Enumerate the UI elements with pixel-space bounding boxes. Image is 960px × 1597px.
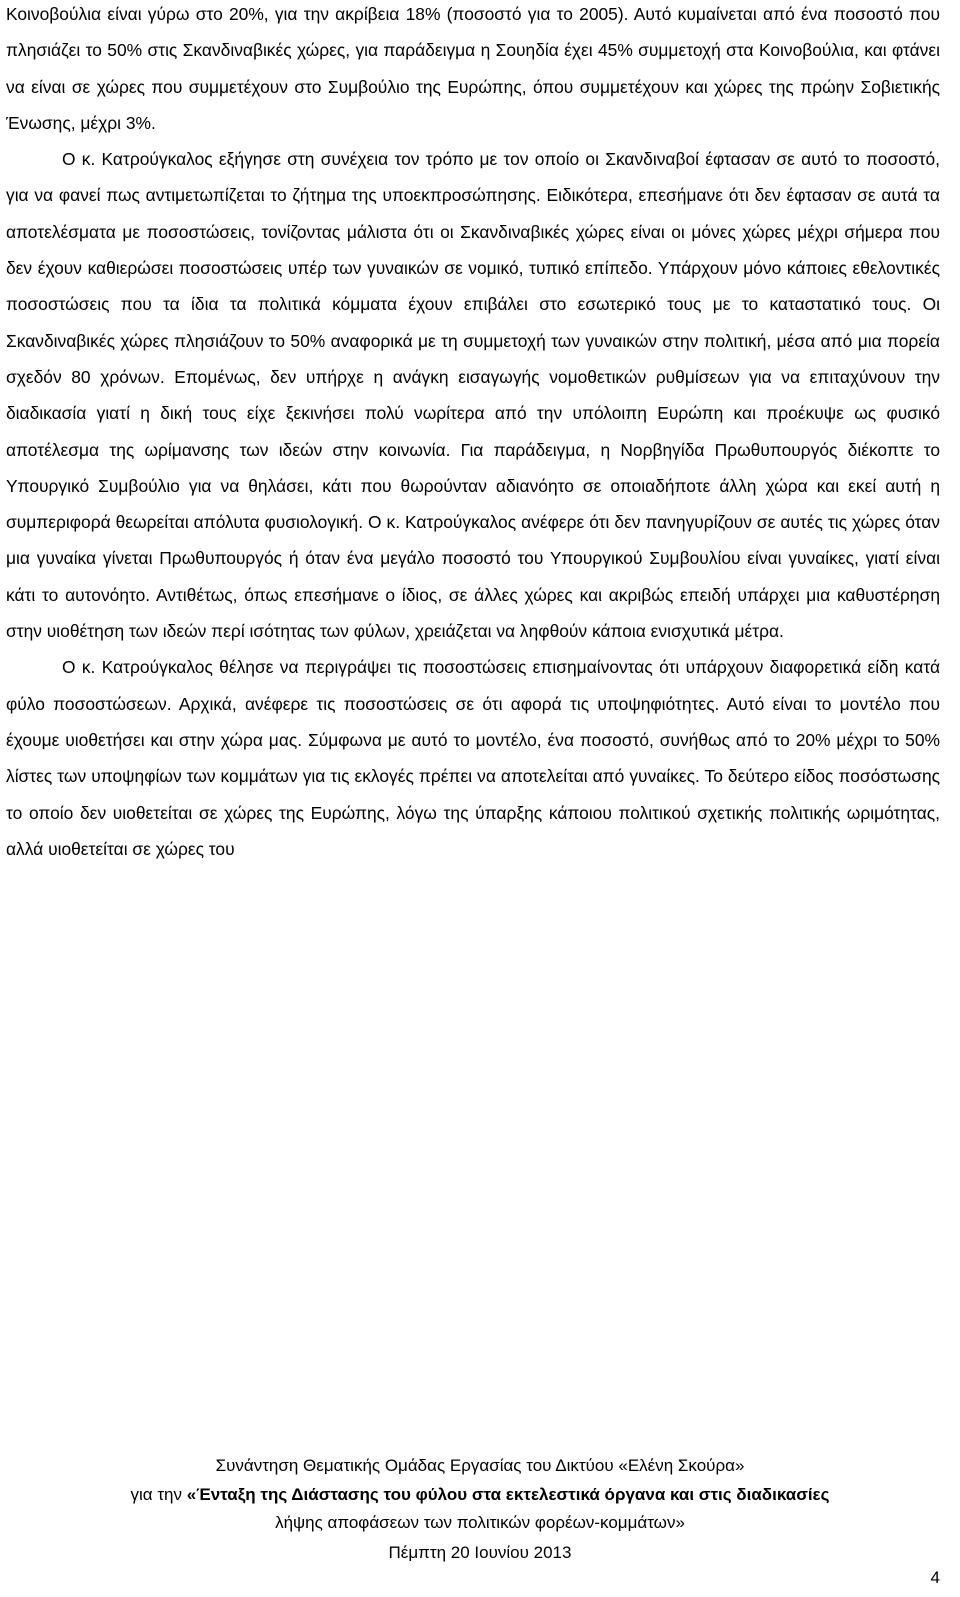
footer-topic-line	[0, 1481, 960, 1510]
footer-date: Πέμπτη 20 Ιουνίου 2013	[388, 1543, 572, 1562]
footer-topic-title: «Ένταξη της Διάστασης του φύλου στα εκτελεστικά όργανα και στις διαδικασίες	[186, 1485, 830, 1504]
document-page	[6, 0, 940, 867]
footer-topic-prefix: για την	[130, 1485, 187, 1504]
page-number: 4	[930, 1568, 940, 1587]
body-paragraph-2: Ο κ. Κατρούγκαλος εξήγησε στη συνέχεια τον τρόπο με τον οποίο οι Σκανδιναβοί έφτασαν σε αυτό το ποσοστό, για να φανεί πως αντιμετωπίζεται το ζήτημα της υποεκπροσώπησης. Ειδικότερα, επεσήμανε ότι δεν έφτασαν σε αυτά τα αποτελέσματα με ποσοστώσεις, τονίζοντας μάλιστα ότι οι Σκανδιναβικές χώρες είναι οι μόνες χώρες μέχρι σήμερα που δεν έχουν καθιερώσει ποσοστώσεις υπέρ των γυναικών σε νομικό, τυπικό επίπεδο. Υπάρχουν μόνο κάποιες εθελοντικές ποσοστώσεις που τα ίδια τα πολιτικά κόμματα έχουν επιβάλει στο εσωτερικό τους με το καταστατικό τους. Οι Σκανδιναβικές χώρες πλησιάζουν το 50% αναφορικά με τη συμμετοχή των γυναικών στην πολιτική, μέσα από μια πορεία σχεδόν 80 χρόνων. Επομένως, δεν υπήρχε η ανάγκη εισαγωγής νομοθετικών ρυθμίσεων για να επιταχύνουν την διαδικασία γιατί η δική τους είχε ξεκινήσει πολύ νωρίτερα από την υπόλοιπη Ευρώπη και προέκυψε ως φυσικό αποτέλεσμα της ωρίμανσης των ιδεών στην κοινωνία. Για παράδειγμα, η Νορβηγίδα Πρωθυπουργός διέκοπτε το Υπουργικό Συμβούλιο για να θηλάσει, κάτι που θωρούνταν αδιανόητο σε οποιαδήποτε άλλη χώρα και εκεί αυτή η συμπεριφορά θεωρείται απόλυτα φυσιολογική. Ο κ. Κατρούγκαλος ανέφερε ότι δεν πανηγυρίζουν σε αυτές τις χώρες όταν μια γυναίκα γίνεται Πρωθυπουργός ή όταν ένα μεγάλο ποσοστό του Υπουργικού Συμβουλίου είναι γυναίκες, γιατί είναι κάτι το αυτονόητο. Αντιθέτως, όπως επεσήμανε ο ίδιος, σε άλλες χώρες και ακριβώς επειδή υπάρχει μια καθυστέρηση στην υιοθέτηση των ιδεών περί ισότητας των φύλων, χρειάζεται να ληφθούν κάποια ενισχυτικά μέτρα.	[6, 149, 940, 642]
body-paragraph-3: Ο κ. Κατρούγκαλος θέλησε να περιγράψει τις ποσοστώσεις επισημαίνοντας ότι υπάρχουν διαφορετικά είδη κατά φύλο ποσοστώσεων. Αρχικά, ανέφερε τις ποσοστώσεις σε ότι αφορά τις υποψηφιότητες. Αυτό είναι το μοντέλο που έχουμε υιοθετήσει και στην χώρα μας. Σύμφωνα με αυτό το μοντέλο, ένα ποσοστό, συνήθως από το 20% μέχρι το 50% λίστες των υποψηφίων των κομμάτων για τις εκλογές πρέπει να αποτελείται από γυναίκες. Το δεύτερο είδος ποσόστωσης το οποίο δεν υιοθετείται σε χώρες της Ευρώπης, λόγω της ύπαρξης κάποιου πολιτικού σχετικής πολιτικής ωριμότητας, αλλά υιοθετείται σε χώρες του	[6, 657, 940, 859]
body-paragraph-1: Κοινοβούλια είναι γύρω στο 20%, για την ακρίβεια 18% (ποσοστό για το 2005). Αυτό κυμαίνεται από ένα ποσοστό που πλησιάζει το 50% στις Σκανδιναβικές χώρες, για παράδειγμα η Σουηδία έχει 45% συμμετοχή στα Κοινοβούλια, και φτάνει να είναι σε χώρες που συμμετέχουν στο Συμβούλιο της Ευρώπης, όπου συμμετέχουν και χώρες της πρώην Σοβιετικής Ένωσης, μέχρι 3%.	[6, 4, 940, 133]
footer-meeting-title: Συνάντηση Θεματικής Ομάδας Εργασίας του Δικτύου «Ελένη Σκούρα»	[215, 1456, 745, 1475]
footer-topic-title-continued: λήψης αποφάσεων των πολιτικών φορέων-κομμάτων»	[275, 1513, 685, 1532]
